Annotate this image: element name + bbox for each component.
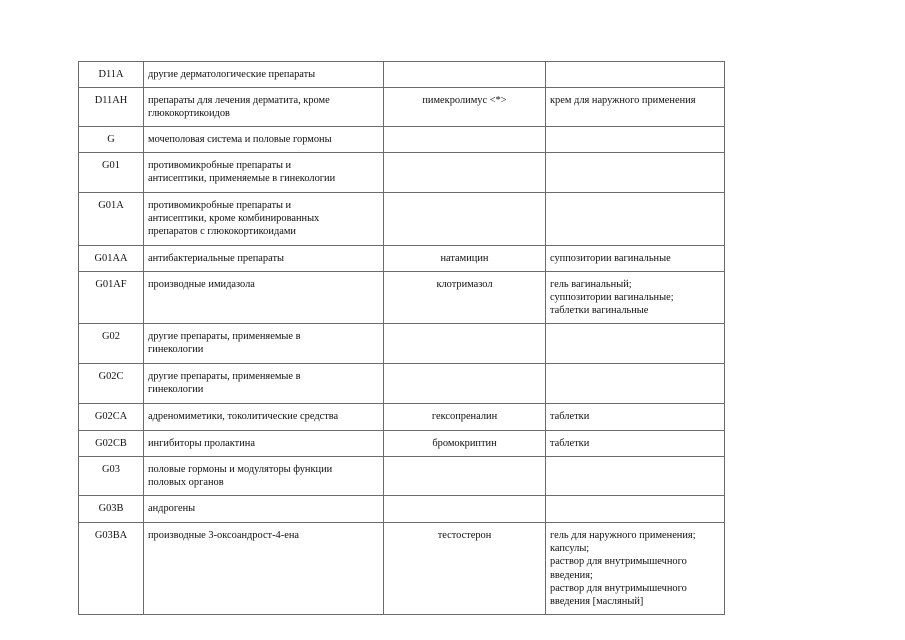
dosage-form-cell <box>546 496 725 523</box>
dosage-form-cell: таблетки <box>546 404 725 431</box>
group-name-cell: производные имидазола <box>144 272 384 324</box>
group-name-cell: препараты для лечения дерматита, кроме глюкокортикоидов <box>144 88 384 127</box>
table-row <box>79 404 725 431</box>
group-name-cell: другие препараты, применяемые в гинекологии <box>144 324 384 364</box>
dosage-form-cell <box>546 193 725 246</box>
inn-cell <box>384 193 546 246</box>
group-name-cell: другие дерматологические препараты <box>144 62 384 88</box>
atc-code-cell: G03 <box>79 457 144 496</box>
group-name-cell: антибактериальные препараты <box>144 246 384 272</box>
inn-cell <box>384 324 546 364</box>
dosage-form-cell <box>546 364 725 404</box>
group-name-cell: противомикробные препараты и антисептики, кроме комбинированных препаратов с глюкокортикоидами <box>144 193 384 246</box>
atc-code-cell: G01A <box>79 193 144 246</box>
inn-cell: пимекролимус <*> <box>384 88 546 127</box>
atc-code-cell: G02C <box>79 364 144 404</box>
inn-cell: клотримазол <box>384 272 546 324</box>
dosage-form-cell: гель для наружного применения; капсулы; раствор для внутримышечного введения; раствор для внутримышечного введения [масляный] <box>546 523 725 615</box>
atc-code-cell: G03B <box>79 496 144 523</box>
inn-cell <box>384 364 546 404</box>
table-row <box>79 324 725 364</box>
dosage-form-cell: таблетки <box>546 431 725 457</box>
table-row <box>79 62 725 88</box>
table-row <box>79 272 725 324</box>
table-row <box>79 193 725 246</box>
atc-code-cell: G01AA <box>79 246 144 272</box>
table-row <box>79 246 725 272</box>
atc-code-cell: G01 <box>79 153 144 193</box>
atc-code-cell: D11A <box>79 62 144 88</box>
table-row <box>79 88 725 127</box>
atc-code-cell: G03BA <box>79 523 144 615</box>
group-name-cell: ингибиторы пролактина <box>144 431 384 457</box>
inn-cell: гексопреналин <box>384 404 546 431</box>
inn-cell <box>384 62 546 88</box>
table-row <box>79 431 725 457</box>
dosage-form-cell: гель вагинальный; суппозитории вагинальные; таблетки вагинальные <box>546 272 725 324</box>
inn-cell: тестостерон <box>384 523 546 615</box>
group-name-cell: адреномиметики, токолитические средства <box>144 404 384 431</box>
inn-cell: бромокриптин <box>384 431 546 457</box>
dosage-form-cell: суппозитории вагинальные <box>546 246 725 272</box>
drug-classification-table <box>78 61 725 615</box>
atc-code-cell: G02CA <box>79 404 144 431</box>
dosage-form-cell <box>546 457 725 496</box>
table-row <box>79 457 725 496</box>
atc-code-cell: G02CB <box>79 431 144 457</box>
dosage-form-cell <box>546 153 725 193</box>
atc-code-cell: D11AH <box>79 88 144 127</box>
table-row <box>79 364 725 404</box>
inn-cell <box>384 127 546 153</box>
group-name-cell: половые гормоны и модуляторы функции половых органов <box>144 457 384 496</box>
group-name-cell: мочеполовая система и половые гормоны <box>144 127 384 153</box>
inn-cell <box>384 457 546 496</box>
atc-code-cell: G <box>79 127 144 153</box>
table-row <box>79 523 725 615</box>
table-row <box>79 496 725 523</box>
group-name-cell: производные 3-оксоандрост-4-ена <box>144 523 384 615</box>
table-row <box>79 153 725 193</box>
dosage-form-cell <box>546 62 725 88</box>
atc-code-cell: G02 <box>79 324 144 364</box>
dosage-form-cell <box>546 324 725 364</box>
group-name-cell: противомикробные препараты и антисептики, применяемые в гинекологии <box>144 153 384 193</box>
table-row <box>79 127 725 153</box>
dosage-form-cell <box>546 127 725 153</box>
inn-cell <box>384 153 546 193</box>
group-name-cell: другие препараты, применяемые в гинекологии <box>144 364 384 404</box>
dosage-form-cell: крем для наружного применения <box>546 88 725 127</box>
inn-cell <box>384 496 546 523</box>
inn-cell: натамицин <box>384 246 546 272</box>
atc-code-cell: G01AF <box>79 272 144 324</box>
group-name-cell: андрогены <box>144 496 384 523</box>
